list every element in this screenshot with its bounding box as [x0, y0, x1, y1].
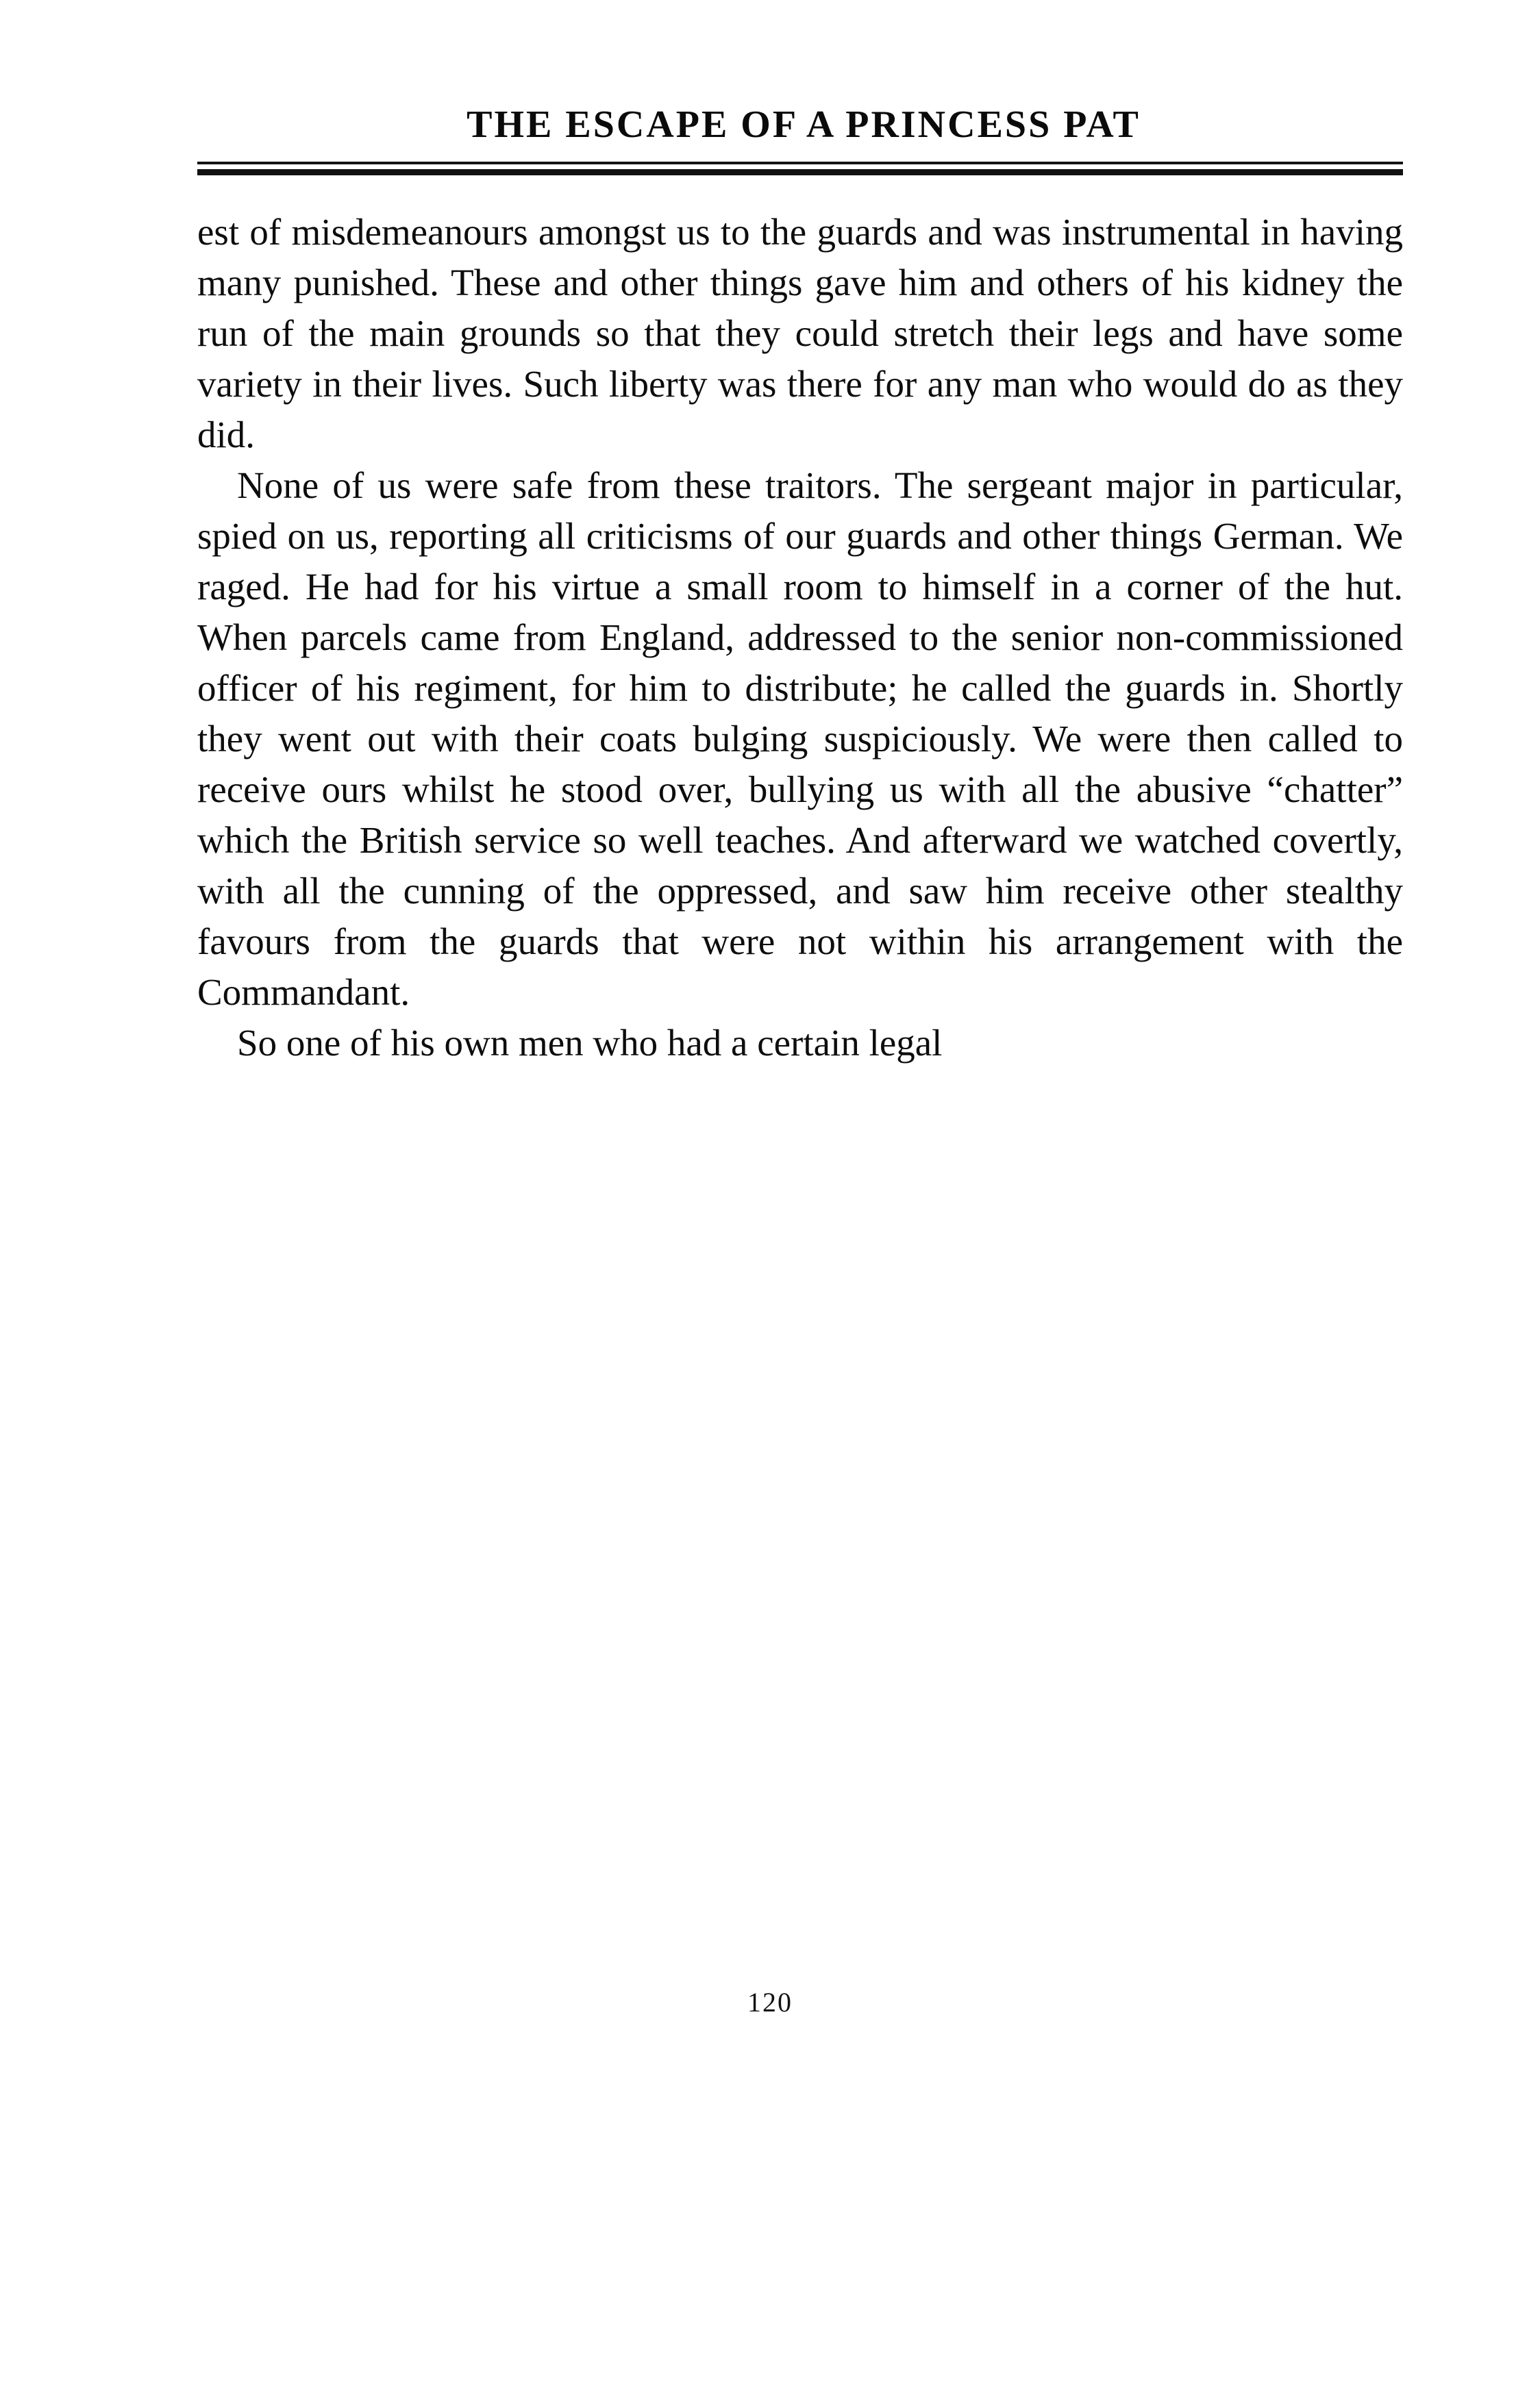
body-text	[197, 207, 1403, 1068]
header-rule-gap	[197, 164, 1403, 169]
header-rule-thick	[197, 169, 1403, 175]
paragraph: est of misdemeanours amongst us to the guards and was instrumental in having many punished. These and other things gave him and others of his kidney the run of the main grounds so that they could stretch their legs and have some variety in their lives. Such liberty was there for any man who would do as they did.	[197, 211, 1403, 455]
paragraph: None of us were safe from these traitors. The sergeant major in particular, spied on us, reporting all criticisms of our guards and other things German. We raged. He had for his virtue a small room to himself in a corner of the hut. When parcels came from England, addressed to the senior non-commissioned officer of his regiment, for him to distribute; he called the guards in. Shortly they went out with their coats bulging suspiciously. We were then called to receive ours whilst he stood over, bullying us with all the abusive “chatter” which the British service so well teaches. And afterward we watched covertly, with all the cunning of the oppressed, and saw him receive other stealthy favours from the guards that were not within his arrangement with the Commandant.	[197, 464, 1403, 1013]
running-head: THE ESCAPE OF A PRINCESS PAT	[467, 103, 1141, 146]
paragraph: So one of his own men who had a certain legal	[237, 1022, 943, 1064]
header-rule	[197, 162, 1403, 175]
page-content	[197, 103, 1403, 1068]
page-number: 120	[747, 1987, 793, 2018]
